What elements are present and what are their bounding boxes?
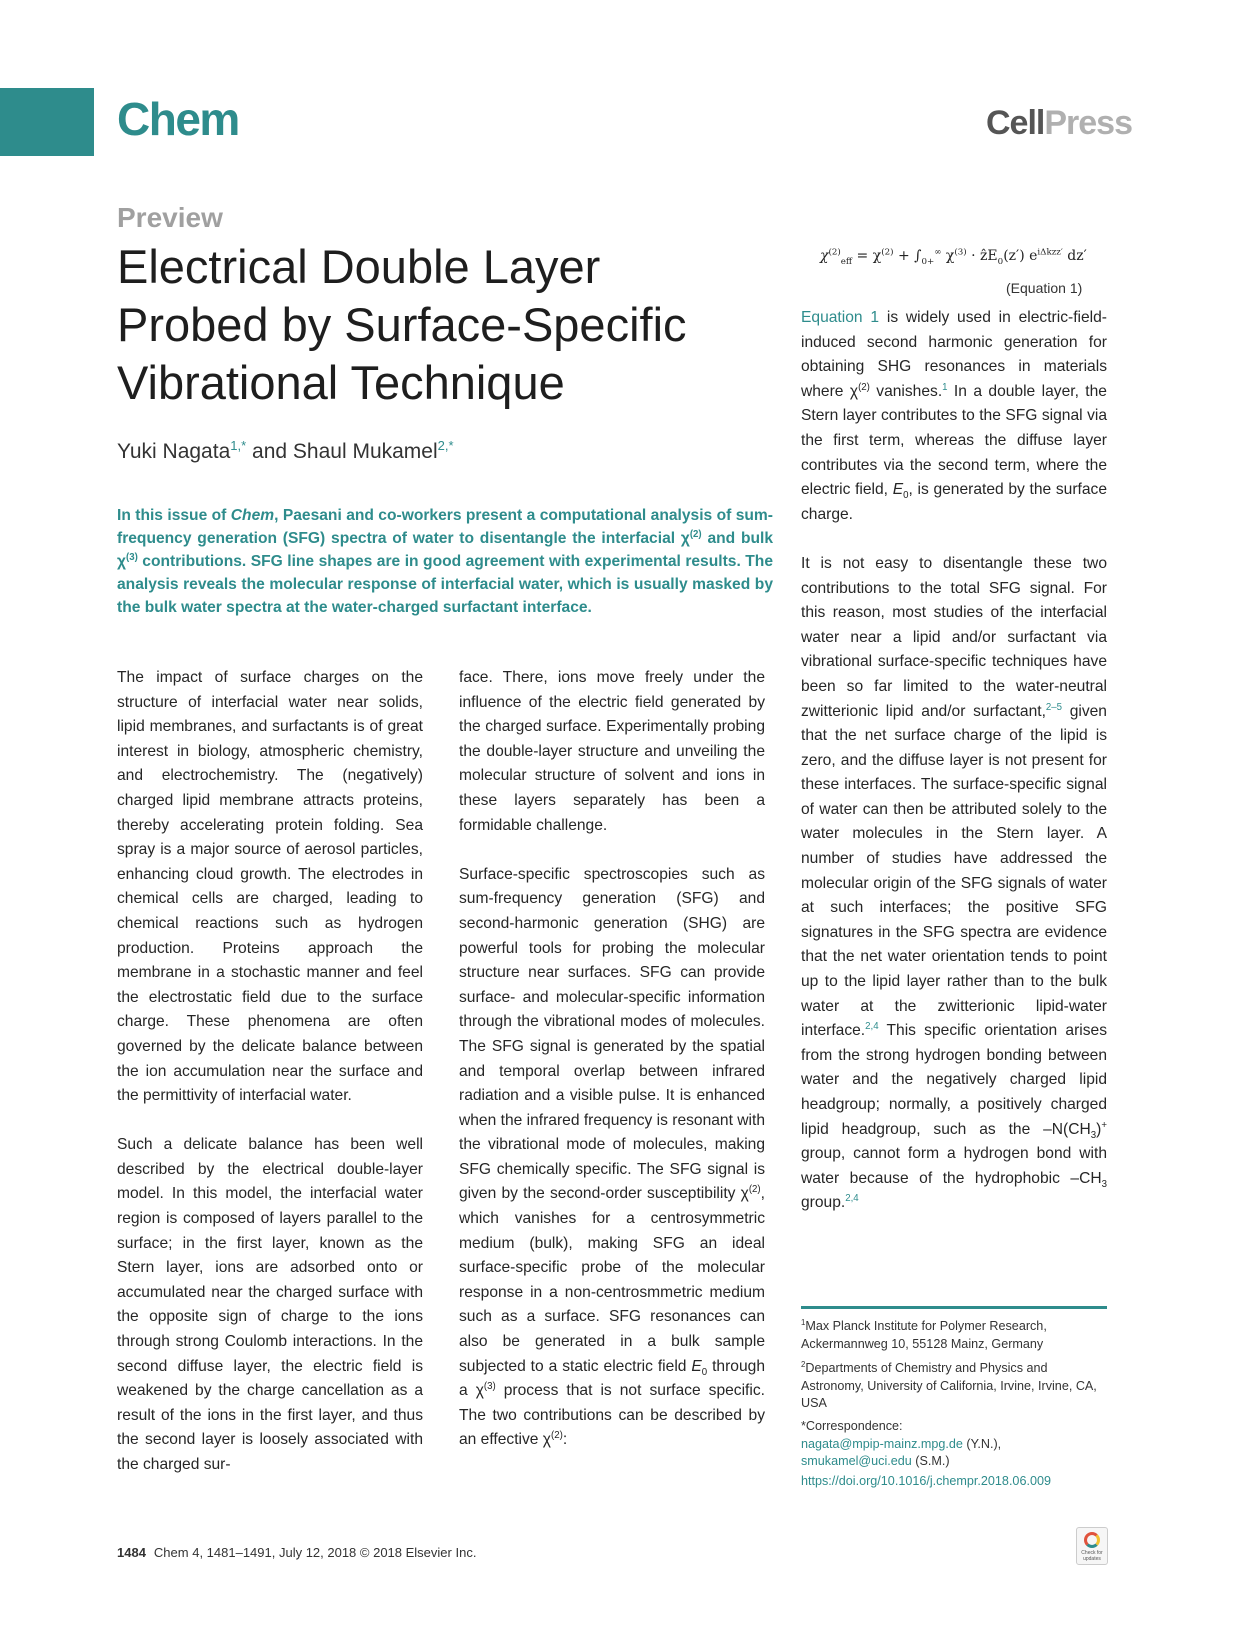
body-paragraph [801, 306, 1107, 527]
abstract-journal-name: Chem [230, 507, 275, 524]
eq-exponent: iΔkzz′ [1037, 247, 1063, 258]
text-run: given that the net surface charge of the lipid is zero, and the diffuse layer is not present for these interfaces. The surface-specific signal of water can then be attributed solely to the water molecules in the Stern layer. A number of studies have addressed the molecular origin of the SFG signals of water at such interfaces; the positive SFG signatures in the SFG spectra are evidence that the net water orientation tends to point up to the lipid layer rather than to the bulk water at the zwitterionic lipid-water interface. [801, 702, 1107, 1040]
publisher-logo-press: Press [1044, 104, 1132, 142]
eq-term: · ẑE [966, 248, 998, 264]
email-link[interactable]: nagata@mpip-mainz.mpg.de [801, 1436, 963, 1451]
subscript: 3 [1101, 1178, 1107, 1190]
journal-color-tab [0, 88, 94, 156]
email-link[interactable]: smukamel@uci.edu [801, 1454, 912, 1468]
eq-symbol: χ [820, 248, 829, 264]
equation-link[interactable]: Equation 1 [801, 309, 880, 326]
superscript: (3) [483, 1381, 496, 1393]
section-label: Preview [117, 202, 223, 233]
text-run: group. [801, 1194, 846, 1212]
eq-subscript: 0 [997, 256, 1004, 267]
affiliation-text: Max Planck Institute for Polymer Research, Ackermannweg 10, 55128 Mainz, Germany [801, 1319, 1047, 1351]
author-affiliation-marker[interactable]: 2,* [437, 438, 454, 453]
subscript: 0 [701, 1366, 708, 1378]
body-paragraph: face. There, ions move freely under the influence of the electric field generated by the charged surface. Experimentally probing the double-layer structure and unveiling the molecular structure of solvent and ions in these layers separately has been a formidable challenge. [459, 669, 765, 834]
body-paragraph [459, 863, 765, 1453]
subscript: 3 [1090, 1129, 1097, 1141]
reference-link[interactable]: 2,4 [865, 1021, 879, 1033]
eq-integral: + ∫ [893, 248, 922, 264]
affiliation-number: 1 [801, 1317, 806, 1327]
body-paragraph: The impact of surface charges on the structure of interfacial water near solids, lipid membranes, and surfactants is of great interest in biology, atmospheric chemistry, and electrochemistry. The (negatively) charged lipid membrane attracts proteins, thereby accelerating protein folding. Sea spray is a major source of aerosol particles, enhancing cloud growth. The electrodes in chemical cells are charged, leading to chemical reactions such as hydrogen production. Proteins approach the membrane in a stochastic manner and feel the electrostatic field due to the surface charge. These phenomena are often governed by the delicate balance between the ion accumulation near the surface and the permittivity of interfacial water. [117, 669, 423, 1105]
author-line [117, 440, 454, 464]
author-affiliation-marker[interactable]: 1,* [230, 438, 247, 453]
page-footer [117, 1545, 476, 1560]
text-run: In a double layer, the Stern layer contributes to the SFG signal via the first term, whereas the diffuse layer contributes via the second term, where the electric field, [801, 382, 1107, 499]
eq-integral-lower: 0+ [921, 256, 935, 267]
citation-line: Chem 4, 1481–1491, July 12, 2018 © 2018 Elsevier Inc. [153, 1545, 477, 1560]
body-column-1 [117, 666, 423, 1502]
superscript: (2) [748, 1184, 761, 1196]
author-conjunction: and [252, 440, 288, 463]
author-name: Yuki Nagata [117, 440, 231, 463]
abstract-superscript: (2) [689, 528, 702, 540]
abstract-text: contributions. SFG line shapes are in good agreement with experimental results. The analysis reveals the molecular response of interfacial water, which is usually masked by the bulk water spectra at the water-charged surfactant interface. [117, 553, 773, 616]
publisher-logo-cell: Cell [986, 104, 1045, 142]
equation-label: (Equation 1) [1006, 280, 1083, 296]
text-run: : [562, 1431, 568, 1449]
affiliation-2 [801, 1360, 1107, 1413]
eq-superscript: (2) [828, 247, 841, 258]
author-name: Shaul Mukamel [292, 440, 438, 463]
article-title: Electrical Double Layer Probed by Surface-Specific Vibrational Technique [117, 240, 687, 409]
email-owner: (Y.N.), [962, 1436, 1002, 1451]
eq-superscript: (3) [954, 247, 967, 258]
text-run: ) [1096, 1120, 1102, 1138]
text-run: It is not easy to disentangle these two contributions to the total SFG signal. For this reason, most studies of the interfacial water near a lipid and/or surfactant via vibrational surface-specific techniques have been so far limited to the water-neutral zwitterionic lipid and/or surfactant, [801, 554, 1107, 720]
text-run: , is generated by the surface charge. [801, 481, 1107, 523]
reference-link[interactable]: 2–5 [1045, 701, 1063, 713]
text-run: is widely used in electric-field-induced second harmonic generation for obtaining SHG resonances in materials where χ [801, 309, 1107, 400]
superscript: (2) [858, 381, 870, 393]
text-run: process that is not surface specific. The two contributions can be described by an effective χ [459, 1382, 765, 1449]
publisher-logo [986, 104, 1132, 143]
abstract [117, 504, 773, 619]
affiliation-text: Departments of Chemistry and Physics and Astronomy, University of California, Irvine, Irvine, CA, USA [801, 1361, 1097, 1410]
body-paragraph [801, 552, 1107, 1216]
equation-1 [820, 247, 1087, 267]
body-paragraph: Such a delicate balance has been well described by the electrical double-layer model. In this model, the interfacial water region is composed of layers parallel to the surface; in the first layer, known as the Stern layer, ions are adsorbed onto or accumulated near the charged surface with the opposite sign of charge to the ions through strong Coulomb interactions. In the second diffuse layer, the electric field is weakened by the charge cancellation as a result of the ions in the first layer, and thus the second layer is loosely associated with the charged sur- [117, 1136, 423, 1473]
abstract-text: , Paesani and co-workers present a computational analysis of sum-frequency generation (SFG) spectra of water to disentangle the interfacial χ [117, 507, 773, 547]
correspondence-label: *Correspondence: [801, 1419, 903, 1433]
correspondence [801, 1418, 1107, 1471]
eq-term: dz′ [1062, 248, 1087, 264]
journal-logo: Chem [117, 93, 239, 145]
superscript: (2) [551, 1430, 563, 1442]
doi-link[interactable]: https://doi.org/10.1016/j.chempr.2018.06.009 [801, 1474, 1051, 1488]
eq-term: (z′) e [1003, 248, 1038, 264]
eq-integral-upper: ∞ [934, 247, 942, 258]
abstract-text: and bulk χ [117, 530, 773, 570]
eq-term: = χ [852, 248, 882, 264]
email-owner: (S.M.) [911, 1454, 950, 1468]
math-var: E [892, 481, 904, 499]
abstract-text: In this issue of [117, 507, 231, 524]
check-for-updates-button[interactable] [1076, 1527, 1108, 1565]
superscript: + [1101, 1119, 1107, 1131]
abstract-superscript: (3) [125, 551, 138, 563]
math-var: E [691, 1357, 702, 1375]
text-run: vanishes. [869, 382, 943, 400]
affiliation-1 [801, 1318, 1107, 1353]
subscript: 0 [903, 490, 909, 502]
eq-term: χ [941, 248, 955, 264]
reference-link[interactable]: 1 [942, 381, 948, 393]
affiliation-number: 2 [801, 1359, 806, 1369]
page-number: 1484 [117, 1545, 146, 1560]
reference-link[interactable]: 2,4 [845, 1193, 859, 1205]
update-check-icon [1084, 1532, 1100, 1548]
affiliation-divider [801, 1306, 1107, 1309]
body-column-3 [801, 306, 1107, 1241]
eq-superscript: (2) [881, 247, 894, 258]
eq-subscript: eff [840, 256, 853, 267]
text-run: , which vanishes for a centrosymmetric medium (bulk), making SFG an ideal surface-specific probe of the molecular response in a non-centrosmmetric medium such as a surface. SFG resonances can also be generated in a bulk sample subjected to a static electric field [459, 1185, 765, 1375]
text-run: This specific orientation arises from the strong hydrogen bonding between water and the negatively charged lipid headgroup; normally, a positively charged lipid headgroup, such as the –N(CH [801, 1022, 1107, 1138]
text-run: through a χ [459, 1357, 765, 1400]
text-run: group, cannot form a hydrogen bond with water because of the hydrophobic –CH [801, 1145, 1107, 1187]
text-run: Surface-specific spectroscopies such as sum-frequency generation (SFG) and second-harmonic generation (SHG) are powerful tools for probing the molecular structure near surfaces. SFG can provide surface- and molecular-specific information through the vibrational modes of molecules. The SFG signal is generated by the spatial and temporal overlap between infrared radiation and a visible pulse. It is enhanced when the infrared frequency is resonant with the vibrational mode of molecules, making SFG chemically specific. The SFG signal is given by the second-order susceptibility χ [459, 865, 765, 1203]
badge-label: Check for updates [1081, 1550, 1103, 1562]
body-column-2 [459, 666, 765, 1478]
